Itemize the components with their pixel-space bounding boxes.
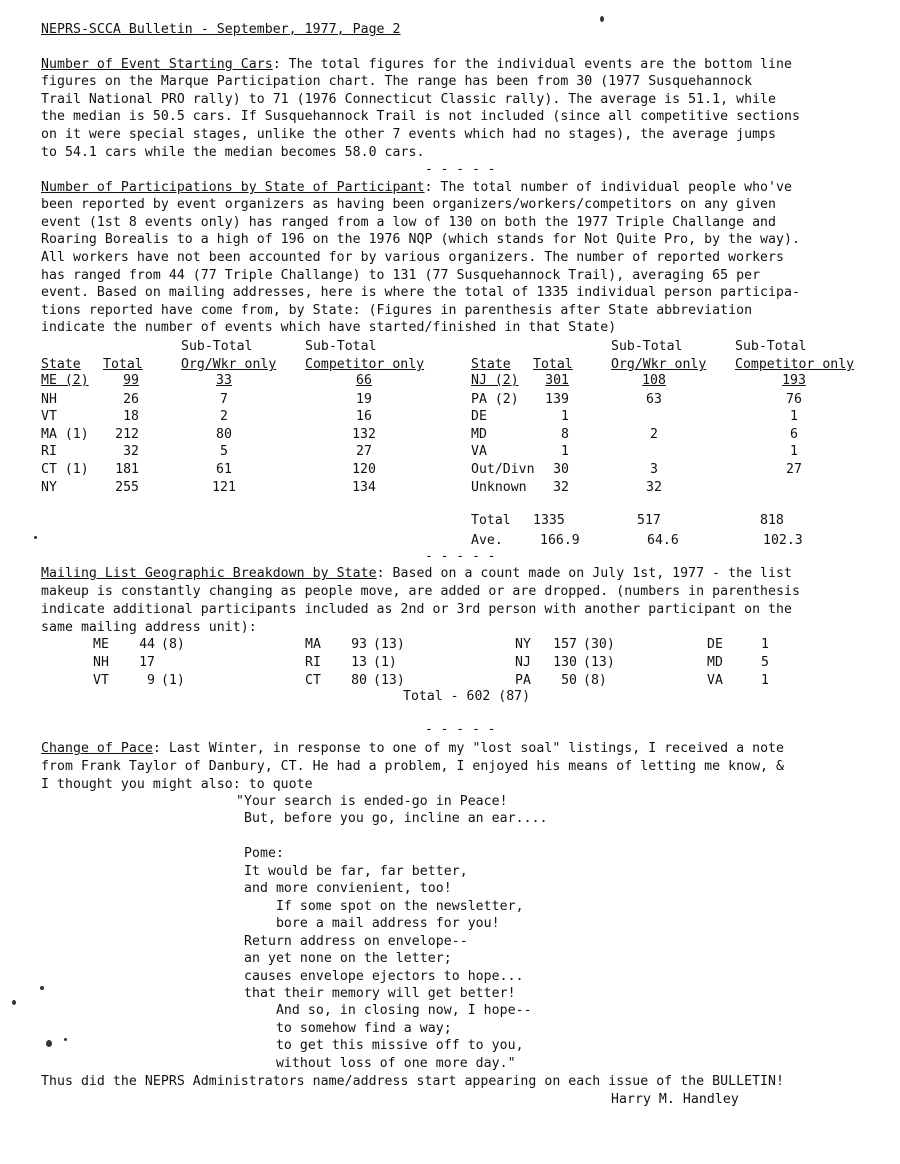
table-header-top-left-1: Sub-Total bbox=[181, 339, 253, 354]
poem-line: bore a mail address for you! bbox=[236, 916, 500, 931]
sec3-line-0: Mailing List Geographic Breakdown by State: Based on a count made on July 1st, 1977 - the list bbox=[41, 566, 793, 581]
poem-line: causes envelope ejectors to hope... bbox=[236, 969, 524, 984]
left-table-cell: 121 bbox=[212, 480, 236, 495]
table-total-label: Total bbox=[471, 513, 511, 528]
mailing-count: 157 bbox=[553, 637, 577, 652]
right-table-cell: 193 bbox=[782, 373, 806, 388]
left-table-cell: 80 bbox=[216, 427, 232, 442]
page-header: NEPRS-SCCA Bulletin - September, 1977, Page 2 bbox=[41, 22, 401, 37]
sec2-line-0: Number of Participations by State of Participant: The total number of individual people who've bbox=[41, 180, 793, 195]
sec4-heading: Change of Pace bbox=[41, 741, 153, 756]
sec2-line-4: All workers have not been accounted for by various organizers. The number of reported workers bbox=[41, 250, 785, 265]
poem-line: that their memory will get better! bbox=[236, 986, 516, 1001]
table-header-state-left: State bbox=[41, 357, 81, 372]
mailing-additional: (1) bbox=[373, 655, 397, 670]
closing-line: Thus did the NEPRS Administrators name/address start appearing on each issue of the BULLETIN! bbox=[41, 1074, 785, 1089]
mailing-state: VT bbox=[93, 673, 109, 688]
scan-speck bbox=[34, 536, 37, 539]
poem-line: an yet none on the letter; bbox=[236, 951, 452, 966]
mailing-count: 13 bbox=[351, 655, 367, 670]
mailing-state: PA bbox=[515, 673, 531, 688]
divider-1: - - - - - bbox=[425, 162, 496, 177]
left-table-cell: 27 bbox=[356, 444, 372, 459]
mailing-state: RI bbox=[305, 655, 321, 670]
poem-line: to get this missive off to you, bbox=[236, 1038, 524, 1053]
mailing-state: NH bbox=[93, 655, 109, 670]
right-table-cell: 139 bbox=[545, 392, 569, 407]
poem-line: If some spot on the newsletter, bbox=[236, 899, 524, 914]
poem-line: Return address on envelope-- bbox=[236, 934, 468, 949]
mailing-entry bbox=[707, 655, 815, 671]
sec2-line-1: been reported by event organizers as having been organizers/workers/competitors on any given bbox=[41, 197, 777, 212]
mailing-state: NY bbox=[515, 637, 531, 652]
left-table-cell: 32 bbox=[123, 444, 139, 459]
left-table-cell: 18 bbox=[123, 409, 139, 424]
left-table-cell: NH bbox=[41, 392, 57, 407]
right-table-cell: 8 bbox=[561, 427, 569, 442]
sec1-line-1: figures on the Marque Participation chart. The range has been from 30 (1977 Susquehannock bbox=[41, 74, 753, 89]
mailing-additional: (8) bbox=[161, 637, 185, 652]
table-header-orgwkr-left: Org/Wkr only bbox=[181, 357, 277, 372]
mailing-additional: (8) bbox=[583, 673, 607, 688]
table-header-state-right: State bbox=[471, 357, 511, 372]
table-ave-competitor: 102.3 bbox=[763, 533, 803, 548]
sec1-line-4: on it were special stages, unlike the other 7 events which had no stages), the average jumps bbox=[41, 127, 777, 142]
sec2-line-3: Roaring Borealis to a high of 196 on the 1976 NQP (which stands for Not Quite Pro, by the way). bbox=[41, 232, 801, 247]
right-table-cell: PA (2) bbox=[471, 392, 519, 407]
table-total-orgwkr: 517 bbox=[637, 513, 661, 528]
right-table-cell: 1 bbox=[790, 409, 798, 424]
right-table-cell: Unknown bbox=[471, 480, 527, 495]
table-header-competitor-right: Competitor only bbox=[735, 357, 855, 372]
mailing-entry bbox=[305, 637, 413, 653]
right-table-cell: 1 bbox=[561, 444, 569, 459]
right-table-cell: 27 bbox=[786, 462, 802, 477]
table-header-orgwkr-right: Org/Wkr only bbox=[611, 357, 707, 372]
sec3-heading: Mailing List Geographic Breakdown by State bbox=[41, 566, 377, 581]
poem-line: and more convienient, too! bbox=[236, 881, 452, 896]
mailing-count: 80 bbox=[351, 673, 367, 688]
left-table-cell: 66 bbox=[356, 373, 372, 388]
left-table-cell: 120 bbox=[352, 462, 376, 477]
sec2-line-8: indicate the number of events which have started/finished in that State) bbox=[41, 320, 617, 335]
table-ave-label: Ave. bbox=[471, 533, 503, 548]
table-header-competitor-left: Competitor only bbox=[305, 357, 425, 372]
table-header-top-right-2: Sub-Total bbox=[735, 339, 807, 354]
sec1-line-0: Number of Event Starting Cars: The total figures for the individual events are the bottom line bbox=[41, 57, 793, 72]
sec4-line-2: I thought you might also: to quote bbox=[41, 777, 313, 792]
mailing-additional: (13) bbox=[373, 673, 405, 688]
left-table-cell: CT (1) bbox=[41, 462, 89, 477]
mailing-count: 44 bbox=[139, 637, 155, 652]
divider-2: - - - - - bbox=[425, 549, 496, 564]
left-table-cell: 16 bbox=[356, 409, 372, 424]
left-table-cell: MA (1) bbox=[41, 427, 89, 442]
sec2-line-2: event (1st 8 events only) has ranged from a low of 130 on both the 1977 Triple Challange and bbox=[41, 215, 777, 230]
sec2-line-5: has ranged from 44 (77 Triple Challange) to 131 (77 Susquehannock Trail), averaging 65 per bbox=[41, 268, 761, 283]
right-table-cell: 1 bbox=[790, 444, 798, 459]
sec1-line-2: Trail National PRO rally) to 71 (1976 Connecticut Classic rally). The average is 51.1, while bbox=[41, 92, 777, 107]
right-table-cell: 32 bbox=[553, 480, 569, 495]
mailing-count: 130 bbox=[553, 655, 577, 670]
mailing-state: ME bbox=[93, 637, 109, 652]
mailing-count: 1 bbox=[761, 637, 769, 652]
mailing-entry bbox=[707, 673, 815, 689]
mailing-additional: (13) bbox=[373, 637, 405, 652]
mailing-additional: (1) bbox=[161, 673, 185, 688]
left-table-cell: 132 bbox=[352, 427, 376, 442]
poem-line: But, before you go, incline an ear.... bbox=[236, 811, 548, 826]
right-table-cell: 3 bbox=[650, 462, 658, 477]
poem-line: to somehow find a way; bbox=[236, 1021, 452, 1036]
mailing-state: NJ bbox=[515, 655, 531, 670]
left-table-cell: 181 bbox=[115, 462, 139, 477]
left-table-cell: 212 bbox=[115, 427, 139, 442]
left-table-cell: 7 bbox=[220, 392, 228, 407]
scan-speck bbox=[40, 986, 44, 990]
right-table-cell: 1 bbox=[561, 409, 569, 424]
left-table-cell: 33 bbox=[216, 373, 232, 388]
scan-speck bbox=[12, 1000, 16, 1005]
table-header-top-right-1: Sub-Total bbox=[611, 339, 683, 354]
left-table-cell: 19 bbox=[356, 392, 372, 407]
sec2-heading: Number of Participations by State of Participant bbox=[41, 180, 425, 195]
table-header-total-left: Total bbox=[103, 357, 143, 372]
mailing-count: 9 bbox=[147, 673, 155, 688]
poem-line: And so, in closing now, I hope-- bbox=[236, 1003, 532, 1018]
mailing-state: VA bbox=[707, 673, 723, 688]
mailing-entry bbox=[515, 637, 623, 653]
mailing-state: CT bbox=[305, 673, 321, 688]
mailing-entry bbox=[515, 673, 623, 689]
right-table-cell: DE bbox=[471, 409, 487, 424]
table-header-top-left-2: Sub-Total bbox=[305, 339, 377, 354]
poem-line: without loss of one more day." bbox=[236, 1056, 516, 1071]
sec4-line-1: from Frank Taylor of Danbury, CT. He had a problem, I enjoyed his means of letting me know, & bbox=[41, 759, 785, 774]
left-table-cell: 99 bbox=[123, 373, 139, 388]
mailing-state: DE bbox=[707, 637, 723, 652]
table-ave-orgwkr: 64.6 bbox=[647, 533, 679, 548]
sec3-line-3: same mailing address unit): bbox=[41, 620, 257, 635]
mailing-count: 5 bbox=[761, 655, 769, 670]
scan-speck bbox=[64, 1038, 67, 1041]
scan-speck bbox=[600, 16, 604, 22]
right-table-cell: 63 bbox=[646, 392, 662, 407]
left-table-cell: 2 bbox=[220, 409, 228, 424]
right-table-cell: 108 bbox=[642, 373, 666, 388]
mailing-count: 93 bbox=[351, 637, 367, 652]
poem-line: It would be far, far better, bbox=[236, 864, 468, 879]
right-table-cell: MD bbox=[471, 427, 487, 442]
mailing-additional: (30) bbox=[583, 637, 615, 652]
left-table-cell: 61 bbox=[216, 462, 232, 477]
sec1-line-3: the median is 50.5 cars. If Susquehannock Trail is not included (since all competitive sections bbox=[41, 109, 801, 124]
mailing-count: 17 bbox=[139, 655, 155, 670]
right-table-cell: 301 bbox=[545, 373, 569, 388]
right-table-cell: 32 bbox=[646, 480, 662, 495]
table-header-total-right: Total bbox=[533, 357, 573, 372]
poem-line: Pome: bbox=[236, 846, 284, 861]
right-table-cell: VA bbox=[471, 444, 487, 459]
mailing-total: Total - 602 (87) bbox=[403, 689, 531, 704]
sec1-line-5: to 54.1 cars while the median becomes 58.0 cars. bbox=[41, 145, 425, 160]
left-table-cell: 5 bbox=[220, 444, 228, 459]
sec3-line-2: indicate additional participants included as 2nd or 3rd person with another participant on the bbox=[41, 602, 793, 617]
right-table-cell: Out/Divn bbox=[471, 462, 535, 477]
mailing-entry bbox=[515, 655, 623, 671]
mailing-count: 1 bbox=[761, 673, 769, 688]
right-table-cell: 2 bbox=[650, 427, 658, 442]
mailing-entry bbox=[93, 655, 201, 671]
right-table-cell: 76 bbox=[786, 392, 802, 407]
left-table-cell: VT bbox=[41, 409, 57, 424]
poem-line: "Your search is ended-go in Peace! bbox=[236, 794, 508, 809]
table-total-competitor: 818 bbox=[760, 513, 784, 528]
mailing-entry bbox=[93, 637, 201, 653]
mailing-count: 50 bbox=[561, 673, 577, 688]
left-table-cell: 26 bbox=[123, 392, 139, 407]
mailing-additional: (13) bbox=[583, 655, 615, 670]
left-table-cell: ME (2) bbox=[41, 373, 89, 388]
scan-speck bbox=[46, 1040, 52, 1047]
table-total-value: 1335 bbox=[533, 513, 565, 528]
sec4-line-0: Change of Pace: Last Winter, in response to one of my "lost soal" listings, I received a note bbox=[41, 741, 785, 756]
sec3-line-1: makeup is constantly changing as people move, are added or are dropped. (numbers in parenthesis bbox=[41, 584, 801, 599]
right-table-cell: 30 bbox=[553, 462, 569, 477]
sec2-line-6: event. Based on mailing addresses, here is where the total of 1335 individual person participa- bbox=[41, 285, 801, 300]
left-table-cell: RI bbox=[41, 444, 57, 459]
left-table-cell: 255 bbox=[115, 480, 139, 495]
mailing-state: MD bbox=[707, 655, 723, 670]
signature: Harry M. Handley bbox=[611, 1092, 739, 1107]
mailing-entry bbox=[305, 673, 413, 689]
left-table-cell: 134 bbox=[352, 480, 376, 495]
right-table-cell: NJ (2) bbox=[471, 373, 519, 388]
sec1-heading: Number of Event Starting Cars bbox=[41, 57, 273, 72]
divider-3: - - - - - bbox=[425, 722, 496, 737]
mailing-state: MA bbox=[305, 637, 321, 652]
mailing-entry bbox=[707, 637, 815, 653]
sec2-line-7: tions reported have come from, by State: (Figures in parenthesis after State abbreviation bbox=[41, 303, 753, 318]
mailing-entry bbox=[93, 673, 201, 689]
left-table-cell: NY bbox=[41, 480, 57, 495]
mailing-entry bbox=[305, 655, 413, 671]
table-ave-value: 166.9 bbox=[540, 533, 580, 548]
right-table-cell: 6 bbox=[790, 427, 798, 442]
